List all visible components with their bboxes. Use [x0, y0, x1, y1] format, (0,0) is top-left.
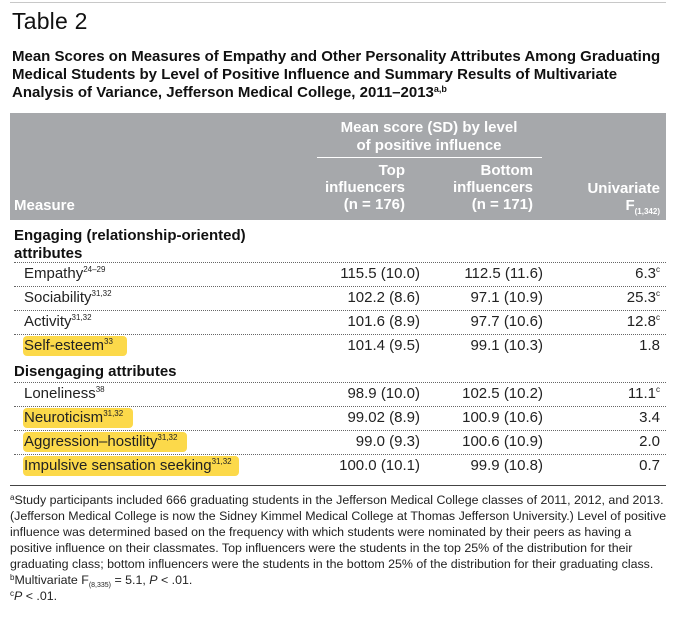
cell-bottom: 102.5 (10.2)	[462, 385, 543, 402]
header-f-df: (1,342)	[634, 207, 660, 216]
cell-f	[639, 457, 660, 474]
header-measure: Measure	[14, 197, 75, 214]
cell-bottom: 100.9 (10.6)	[462, 409, 543, 426]
header-bottom-line1: Bottom	[480, 162, 533, 179]
cell-bottom: 100.6 (10.9)	[462, 433, 543, 450]
cell-f	[635, 265, 660, 282]
measure-ref: 31,32	[71, 313, 92, 322]
table-row	[10, 406, 666, 430]
cell-f	[627, 289, 660, 306]
table-row	[10, 262, 666, 286]
cell-f	[639, 433, 660, 450]
row-measure	[24, 433, 177, 450]
header-top-line3: (n = 176)	[343, 196, 405, 213]
f-value: 25.3	[626, 289, 656, 306]
f-mark: c	[656, 385, 660, 394]
f-mark: c	[656, 289, 660, 298]
table-bottom-rule	[10, 485, 666, 486]
header-bottom-line2: influencers	[452, 179, 533, 196]
cell-bottom: 97.1 (10.9)	[470, 289, 543, 306]
header-top-line2: influencers	[324, 179, 405, 196]
cell-bottom: 99.9 (10.8)	[470, 457, 543, 474]
cell-top: 100.0 (10.1)	[339, 457, 420, 474]
row-measure	[24, 385, 105, 402]
header-top-line1: Top	[378, 162, 405, 179]
measure-ref: 31,32	[211, 457, 232, 466]
measure-name: Self-esteem	[24, 337, 105, 354]
table-header	[10, 113, 666, 220]
measure-name: Neuroticism	[24, 409, 104, 426]
spanning-header-underline	[317, 157, 542, 158]
section-disengaging-title-line1: Disengaging attributes	[14, 363, 177, 380]
f-value: 1.8	[639, 337, 660, 354]
measure-ref: 38	[95, 385, 105, 394]
footnote-c	[10, 588, 668, 604]
cell-top: 99.02 (8.9)	[347, 409, 420, 426]
table-row	[10, 382, 666, 406]
measure-ref: 31,32	[91, 289, 112, 298]
header-bottom-influencers	[453, 162, 533, 213]
footnote-b-df: (8,335)	[88, 582, 112, 589]
measure-name: Aggression–hostility	[24, 433, 158, 450]
f-mark: c	[656, 265, 660, 274]
section-engaging-title-line2: attributes	[14, 245, 83, 262]
footnote-b-label: Multivariate F	[14, 573, 89, 587]
cell-top: 101.6 (8.9)	[347, 313, 420, 330]
measure-ref: 24–29	[83, 265, 106, 274]
table-row	[10, 310, 666, 334]
footnote-b-p: P	[149, 573, 158, 587]
measure-name: Activity	[24, 313, 72, 330]
cell-top: 101.4 (9.5)	[347, 337, 420, 354]
footnote-a-text: Study participants included 666 graduating students in the Jefferson Medical College classes of 2011, 2012, and 2013. (Jefferson Medical College is now the Sidney Kimmel Medical College at Thomas Jefferson University.) Level of positive influence was determined based on the frequency with which students were nominated by their peers as having a positive influence on their classmates. Top influencers were the students in the top 25% of the distribution for their graduating class; bottom influencers were the students in the bottom 25% of the distribution for their graduating class.	[10, 493, 667, 571]
f-value: 12.8	[626, 313, 656, 330]
table-caption	[12, 48, 667, 102]
footnote-c-mark: c	[10, 589, 14, 598]
spanning-header-line2: of positive influence	[356, 137, 502, 154]
measure-name: Loneliness	[24, 385, 96, 402]
row-measure	[24, 457, 232, 474]
footnote-a	[10, 492, 668, 572]
header-bottom-line3: (n = 171)	[471, 196, 533, 213]
footnote-b-threshold: < .01.	[157, 573, 193, 587]
f-mark: c	[656, 313, 660, 322]
caption-text: Mean Scores on Measures of Empathy and Other Personality Attributes Among Graduating Medical Students by Level of Positive Influence and Summary Results of Multivariate Analysis of Variance, Jefferson Medical College, 2011–2013	[12, 48, 661, 101]
header-univariate-line2	[587, 197, 660, 214]
cell-top: 102.2 (8.6)	[347, 289, 420, 306]
table-footnotes	[10, 492, 668, 604]
footnote-b	[10, 572, 668, 588]
cell-top: 99.0 (9.3)	[355, 433, 420, 450]
measure-ref: 31,32	[157, 433, 178, 442]
footnote-a-mark: a	[10, 493, 15, 502]
table-row	[10, 286, 666, 310]
f-value: 11.1	[627, 385, 656, 402]
measure-name: Impulsive sensation seeking	[24, 457, 212, 474]
table-row	[10, 334, 666, 358]
cell-top: 98.9 (10.0)	[347, 385, 420, 402]
measure-name: Empathy	[24, 265, 84, 282]
f-value: 6.3	[635, 265, 656, 282]
section-engaging-title-line1: Engaging (relationship-oriented)	[14, 227, 246, 244]
measure-name: Sociability	[24, 289, 92, 306]
measure-ref: 33	[104, 337, 113, 346]
header-univariate-line1: Univariate	[587, 180, 660, 197]
cell-bottom: 112.5 (11.6)	[464, 265, 543, 282]
f-value: 2.0	[639, 433, 660, 450]
cell-f	[628, 385, 660, 402]
row-measure	[24, 265, 105, 282]
table-label: Table 2	[12, 8, 88, 34]
table-row	[10, 454, 666, 478]
footnote-c-threshold: < .01.	[22, 589, 58, 603]
table-row	[10, 430, 666, 454]
spanning-header	[315, 119, 543, 155]
f-value: 3.4	[639, 409, 660, 426]
f-value: 0.7	[639, 457, 660, 474]
cell-bottom: 99.1 (10.3)	[470, 337, 543, 354]
spanning-header-line1: Mean score (SD) by level	[340, 119, 518, 136]
row-measure	[24, 409, 123, 426]
cell-f	[627, 313, 660, 330]
cell-top: 115.5 (10.0)	[340, 265, 420, 282]
row-measure	[24, 289, 112, 306]
header-univariate-f	[587, 180, 660, 214]
section-disengaging-title	[14, 363, 177, 381]
header-top-influencers	[325, 162, 405, 213]
cell-f	[639, 337, 660, 354]
row-measure	[24, 337, 113, 354]
caption-footnote-marks: a,b	[433, 84, 447, 94]
footnote-c-p: P	[14, 589, 23, 603]
footnote-b-value: = 5.1,	[111, 573, 150, 587]
footnote-b-mark: b	[10, 573, 15, 582]
cell-f	[639, 409, 660, 426]
cell-bottom: 97.7 (10.6)	[470, 313, 543, 330]
measure-ref: 31,32	[103, 409, 124, 418]
row-measure	[24, 313, 92, 330]
header-f-letter: F	[625, 197, 635, 214]
section-engaging-title	[14, 227, 246, 263]
top-rule	[10, 2, 666, 3]
